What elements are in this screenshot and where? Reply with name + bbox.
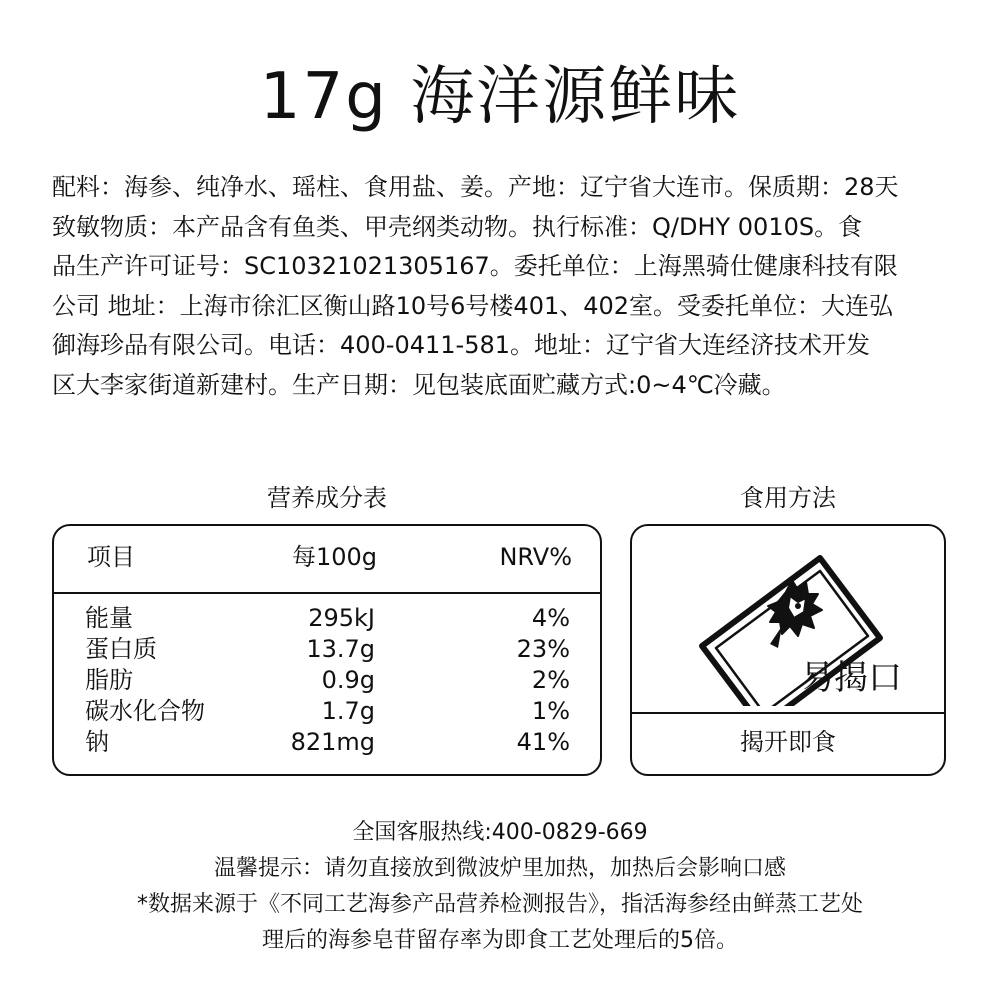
usage-divider bbox=[632, 712, 944, 714]
footer-line: 温馨提示：请勿直接放到微波炉里加热，加热后会影响口感 bbox=[213, 856, 786, 881]
row-item: 蛋白质 bbox=[85, 635, 157, 663]
usage-box bbox=[630, 524, 946, 776]
row-nrv: 41% bbox=[516, 728, 570, 756]
product-title: 17g 海洋源鲜味 bbox=[259, 60, 741, 134]
header-nrv: NRV% bbox=[499, 543, 572, 571]
footer-line: *数据来源于《不同工艺海参产品营养检测报告》，指活海参经由鲜蒸工艺处 bbox=[136, 892, 863, 917]
nutrition-table-title: 营养成分表 bbox=[267, 484, 387, 512]
row-per-100g: 13.7g bbox=[306, 635, 375, 663]
info-line: 配料：海参、纯净水、瑶柱、食用盐、姜。产地：辽宁省大连市。保质期：28天 bbox=[52, 173, 899, 201]
info-line: 区大李家街道新建村。生产日期：见包装底面贮藏方式:0~4℃冷藏。 bbox=[52, 370, 786, 399]
table-row bbox=[52, 696, 602, 727]
nutrition-rows bbox=[52, 524, 602, 776]
row-per-100g: 821mg bbox=[290, 728, 375, 756]
row-nrv: 2% bbox=[531, 666, 570, 694]
row-nrv: 4% bbox=[531, 604, 570, 632]
easy-tear-label: 易揭口 bbox=[800, 658, 902, 698]
footer-line: 理后的海参皂苷留存率为即食工艺处理后的5倍。 bbox=[262, 928, 738, 953]
row-item: 钠 bbox=[85, 728, 109, 756]
row-item: 能量 bbox=[85, 604, 133, 632]
row-per-100g: 295kJ bbox=[308, 604, 375, 632]
table-row bbox=[52, 727, 602, 758]
row-per-100g: 1.7g bbox=[321, 697, 375, 725]
table-row bbox=[52, 665, 602, 696]
header-per-100g: 每100g bbox=[291, 543, 377, 571]
row-item: 脂肪 bbox=[85, 666, 133, 694]
product-info-block bbox=[52, 168, 952, 405]
footer-line: 全国客服热线:400-0829-669 bbox=[352, 820, 648, 845]
usage-caption: 揭开即食 bbox=[740, 728, 836, 756]
header-item: 项目 bbox=[87, 543, 135, 571]
footer-notes bbox=[0, 815, 1000, 959]
table-row bbox=[52, 634, 602, 665]
info-line: 公司 地址：上海市徐汇区衡山路10号6号楼401、402室。受委托单位：大连弘 bbox=[52, 291, 894, 320]
table-row bbox=[52, 603, 602, 634]
row-per-100g: 0.9g bbox=[321, 666, 375, 694]
info-line: 品生产许可证号：SC10321021305167。委托单位：上海黑骑仕健康科技有限 bbox=[52, 252, 898, 280]
info-line: 御海珍品有限公司。电话：400-0411-581。地址：辽宁省大连经济技术开发 bbox=[52, 331, 871, 359]
row-nrv: 1% bbox=[531, 697, 570, 725]
usage-title: 食用方法 bbox=[740, 484, 836, 512]
row-item: 碳水化合物 bbox=[85, 697, 205, 725]
row-nrv: 23% bbox=[516, 635, 570, 663]
info-line: 致敏物质：本产品含有鱼类、甲壳纲类动物。执行标准：Q/DHY 0010S。食 bbox=[52, 212, 863, 241]
